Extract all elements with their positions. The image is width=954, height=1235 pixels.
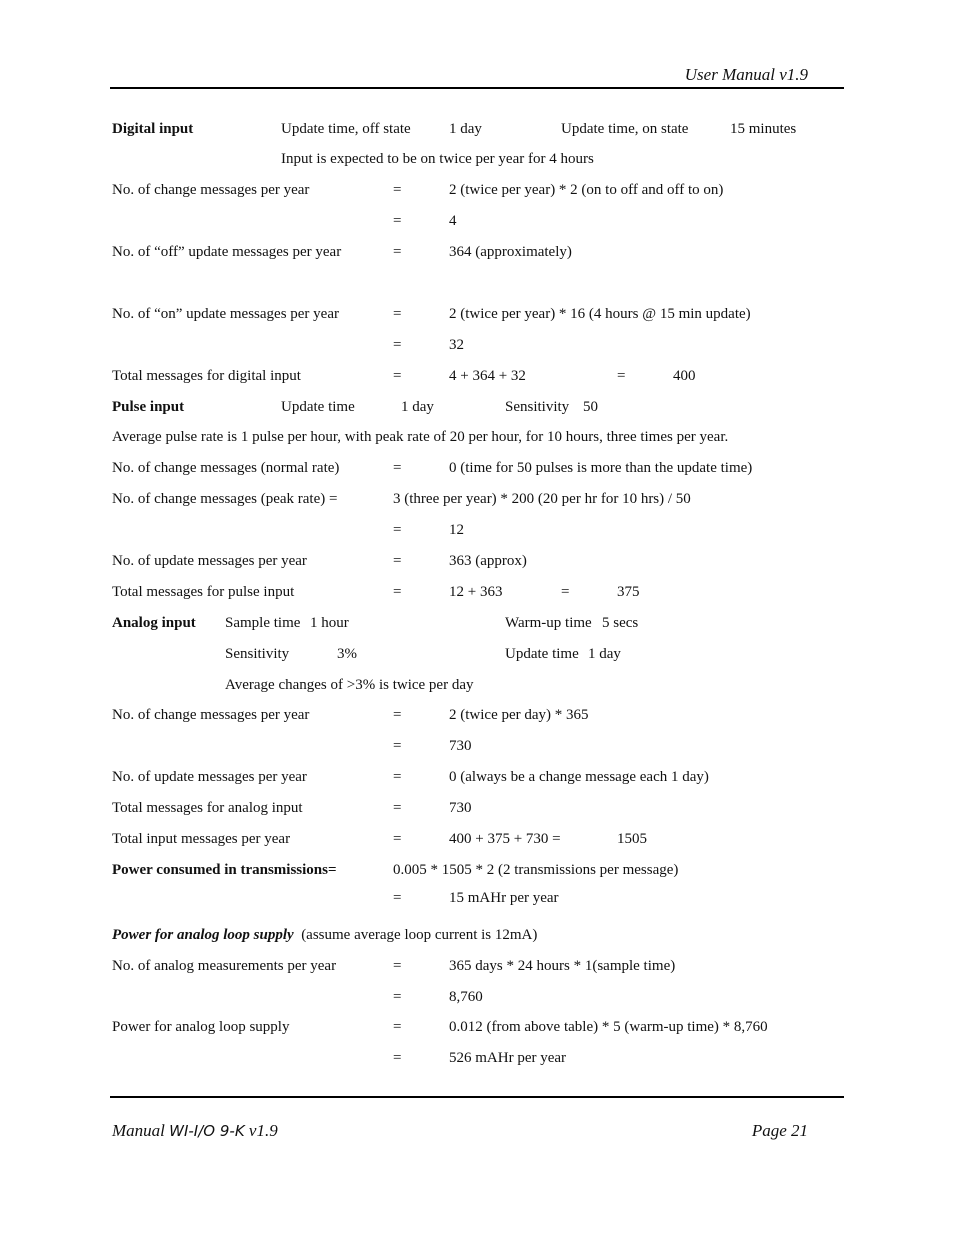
analog-change-value: 2 (twice per day) * 365 (449, 707, 589, 723)
pulse-update-label: Update time (281, 399, 355, 415)
total-input-expr: 400 + 375 + 730 = (449, 831, 561, 847)
analog-update-label: Update time (505, 646, 579, 662)
total-input-value: 1505 (617, 831, 647, 847)
digital-change-result: 4 (449, 213, 457, 229)
footer-manual-prefix: Manual (112, 1121, 170, 1140)
equals-sign: = (393, 800, 402, 816)
digital-change-label: No. of change messages per year (112, 182, 310, 198)
pulse-heading: Pulse input (112, 399, 185, 415)
footer-manual (112, 1122, 278, 1140)
equals-sign: = (393, 958, 402, 974)
digital-heading: Digital input (112, 121, 194, 137)
equals-sign: = (393, 460, 402, 476)
pulse-update-msgs-value: 363 (approx) (449, 553, 527, 569)
analog-warmup-value: 5 secs (602, 615, 639, 631)
loop-power-value: 526 mAHr per year (449, 1050, 567, 1066)
equals-sign: = (393, 769, 402, 785)
equals-sign: = (393, 244, 402, 260)
equals-sign: = (393, 337, 402, 353)
pulse-peak-result: 12 (449, 522, 464, 538)
equals-sign: = (393, 368, 402, 384)
loop-meas-value: 365 days * 24 hours * 1(sample time) (449, 958, 676, 974)
analog-update-msgs-value: 0 (always be a change message each 1 day) (449, 769, 709, 785)
analog-heading: Analog input (112, 615, 196, 631)
loop-meas-label: No. of analog measurements per year (112, 958, 337, 974)
equals-sign: = (561, 584, 570, 600)
equals-sign: = (393, 1050, 402, 1066)
pulse-total-value: 375 (617, 584, 640, 600)
pulse-total-expr: 12 + 363 (449, 584, 503, 600)
running-header: User Manual v1.9 (684, 65, 808, 84)
pulse-sens-value: 50 (583, 399, 598, 415)
digital-total-value: 400 (673, 368, 696, 384)
analog-sample-value: 1 hour (310, 615, 349, 631)
equals-sign: = (393, 707, 402, 723)
equals-sign: = (393, 553, 402, 569)
analog-total-label: Total messages for analog input (112, 800, 303, 816)
equals-sign: = (393, 989, 402, 1005)
equals-sign: = (393, 1019, 402, 1035)
analog-change-label: No. of change messages per year (112, 707, 310, 723)
footer-page-number: Page 21 (751, 1121, 808, 1140)
analog-sens-label: Sensitivity (225, 646, 290, 662)
power-transmissions-value: 15 mAHr per year (449, 890, 559, 906)
loop-power-label: Power for analog loop supply (112, 1019, 290, 1035)
pulse-sens-label: Sensitivity (505, 399, 570, 415)
analog-update-msgs-label: No. of update messages per year (112, 769, 307, 785)
digital-off-label: Update time, off state (281, 121, 411, 137)
footer-rule (110, 1096, 844, 1098)
equals-sign: = (393, 213, 402, 229)
total-input-label: Total input messages per year (112, 831, 291, 847)
pulse-normal-value: 0 (time for 50 pulses is more than the update time) (449, 460, 753, 476)
digital-off-value: 1 day (449, 121, 482, 137)
loop-meas-result: 8,760 (449, 989, 483, 1005)
analog-change-result: 730 (449, 738, 472, 754)
footer-manual-model: WI-I/O 9-K (169, 1122, 245, 1140)
digital-on-value: 15 minutes (730, 121, 797, 137)
pulse-peak-label: No. of change messages (peak rate) = (112, 491, 338, 507)
loop-heading-note: (assume average loop current is 12mA) (301, 927, 538, 943)
digital-total-expr: 4 + 364 + 32 (449, 368, 526, 384)
pulse-peak-value: 3 (three per year) * 200 (20 per hr for 10 hrs) / 50 (393, 491, 691, 507)
equals-sign: = (393, 738, 402, 754)
equals-sign: = (393, 306, 402, 322)
pulse-normal-label: No. of change messages (normal rate) (112, 460, 340, 476)
equals-sign: = (393, 182, 402, 198)
loop-heading: Power for analog loop supply (112, 927, 294, 943)
analog-sample-label: Sample time (225, 615, 301, 631)
digital-expectation: Input is expected to be on twice per year for 4 hours (281, 151, 594, 167)
loop-power-expr: 0.012 (from above table) * 5 (warm-up time) * 8,760 (449, 1019, 768, 1035)
power-transmissions-expr: 0.005 * 1505 * 2 (2 transmissions per message) (393, 862, 679, 878)
equals-sign: = (393, 522, 402, 538)
footer-manual-suffix: v1.9 (244, 1121, 278, 1140)
header-rule (110, 87, 844, 89)
digital-change-value: 2 (twice per year) * 2 (on to off and off to on) (449, 182, 724, 198)
equals-sign: = (393, 584, 402, 600)
analog-average-text: Average changes of >3% is twice per day (225, 677, 474, 693)
analog-warmup-label: Warm-up time (505, 615, 592, 631)
equals-sign: = (617, 368, 626, 384)
power-transmissions-label: Power consumed in transmissions= (112, 862, 337, 878)
analog-total-value: 730 (449, 800, 472, 816)
digital-on-msgs-result: 32 (449, 337, 464, 353)
analog-update-value: 1 day (588, 646, 621, 662)
digital-off-msgs-value: 364 (approximately) (449, 244, 572, 260)
equals-sign: = (393, 890, 402, 906)
digital-on-msgs-value: 2 (twice per year) * 16 (4 hours @ 15 min update) (449, 306, 751, 322)
digital-on-label: Update time, on state (561, 121, 689, 137)
pulse-average-text: Average pulse rate is 1 pulse per hour, with peak rate of 20 per hour, for 10 hours, three times per year. (112, 429, 729, 445)
digital-off-msgs-label: No. of “off” update messages per year (112, 244, 342, 260)
equals-sign: = (393, 831, 402, 847)
digital-total-label: Total messages for digital input (112, 368, 301, 384)
loop-heading-line (112, 926, 537, 944)
pulse-update-value: 1 day (401, 399, 434, 415)
digital-on-msgs-label: No. of “on” update messages per year (112, 306, 339, 322)
pulse-update-msgs-label: No. of update messages per year (112, 553, 307, 569)
analog-sens-value: 3% (337, 646, 357, 662)
pulse-total-label: Total messages for pulse input (112, 584, 295, 600)
